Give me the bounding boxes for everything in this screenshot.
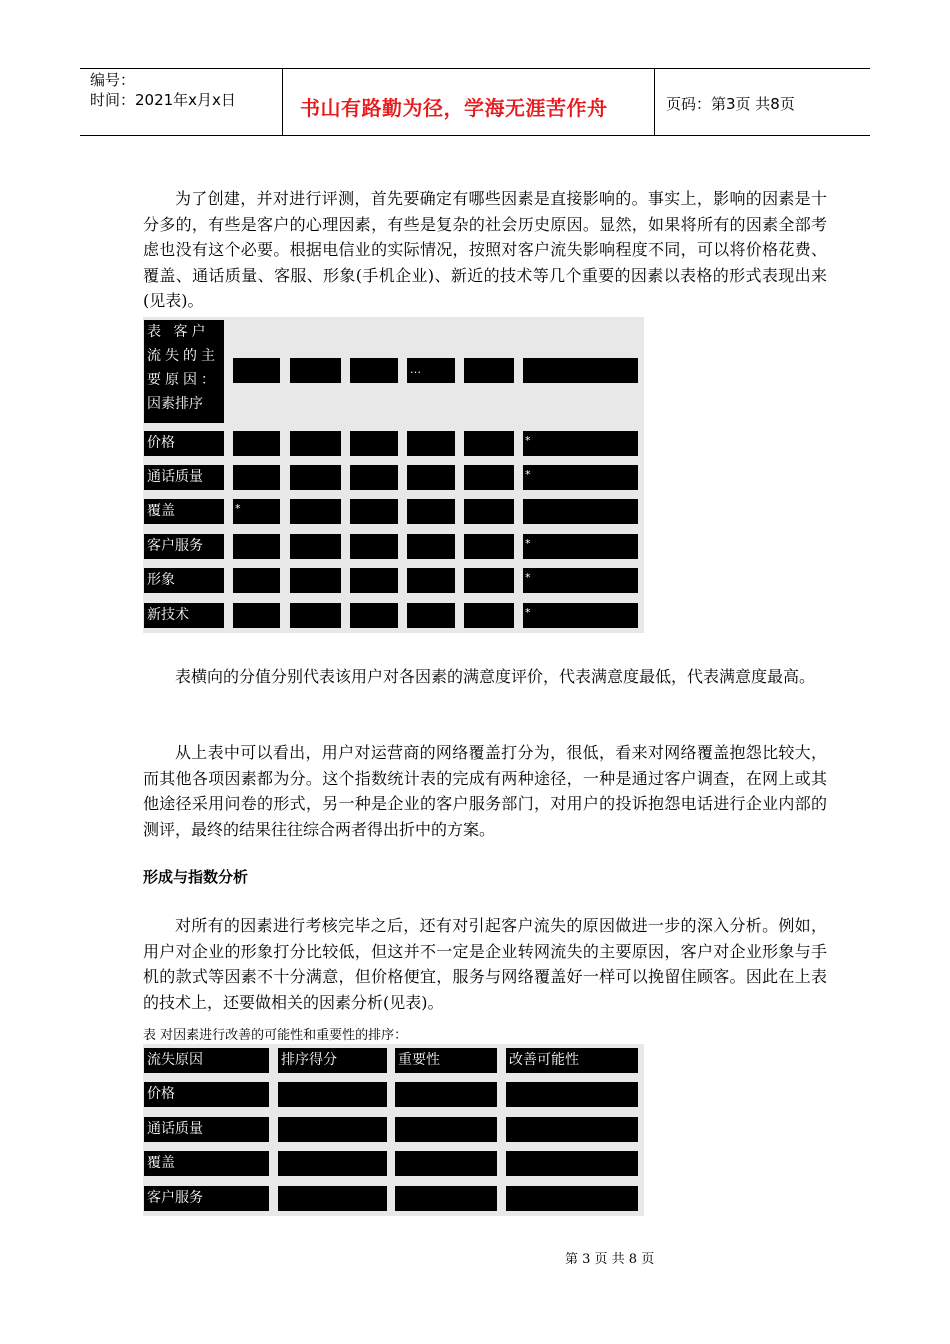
header-bottom-rule [80, 135, 870, 136]
table1-corner-subtitle: 因素排序 [147, 396, 203, 412]
table1-cell [350, 534, 398, 559]
table1-cell [407, 603, 455, 628]
doc-date: 时间：2021年x月x日 [90, 91, 236, 109]
table1-cell [464, 499, 514, 524]
table2-header-cell: 排序得分 [278, 1048, 387, 1073]
header-divider-right [654, 68, 655, 136]
table1-header-cell [233, 358, 280, 383]
paragraph-score-explanation: 表横向的分值分别代表该用户对各因素的满意度评价，代表满意度最低，代表满意度最高。 [175, 667, 816, 686]
improvement-priority-table [143, 1044, 644, 1216]
table1-mark-cell: * [523, 465, 638, 490]
table1-cell [290, 534, 341, 559]
table1-cell [233, 534, 280, 559]
table2-header-cell: 流失原因 [144, 1048, 269, 1073]
table1-cell [233, 603, 280, 628]
table1-cell [350, 568, 398, 593]
header-divider-left [282, 68, 283, 136]
table1-mark-cell: * [523, 603, 638, 628]
table1-corner-title: 表 客户流失的主要原因： [147, 324, 219, 388]
table2-cell [278, 1151, 387, 1176]
table1-header-cell [464, 358, 514, 383]
table1-cell [464, 603, 514, 628]
table2-cell [506, 1186, 638, 1211]
table1-cell [350, 465, 398, 490]
table1-cell [290, 465, 341, 490]
factor-ranking-table [143, 317, 644, 633]
table1-mark-cell: * [233, 499, 280, 524]
table1-cell [407, 465, 455, 490]
table2-row-label: 通话质量 [144, 1117, 269, 1142]
table2-cell [506, 1151, 638, 1176]
table1-cell [350, 603, 398, 628]
table1-mark-cell: * [523, 568, 638, 593]
doc-number: 编号： [90, 71, 136, 89]
table1-mark-cell: * [523, 431, 638, 456]
table1-ellipsis: … [410, 363, 421, 376]
table1-cell [464, 568, 514, 593]
table2-row-label: 价格 [144, 1082, 269, 1107]
table1-cell [290, 603, 341, 628]
table1-row-label: 形象 [144, 568, 224, 593]
table1-row-label: 通话质量 [144, 465, 224, 490]
table1-row-label: 客户服务 [144, 534, 224, 559]
table1-cell [233, 568, 280, 593]
table2-cell [278, 1082, 387, 1107]
table1-cell [464, 431, 514, 456]
header-meta [90, 70, 236, 110]
table1-cell [233, 431, 280, 456]
table1-row-label: 覆盖 [144, 499, 224, 524]
table2-cell [395, 1117, 497, 1142]
paragraph-factor-analysis: 对所有的因素进行考核完毕之后，还有对引起客户流失的原因做进一步的深入分析。例如，用户对企业的形象打分比较低，但这并不一定是企业转网流失的主要原因，客户对企业形象与手机的款式等因素不十分满意，但价格便宜，服务与网络覆盖好一样可以挽留住顾客。因此在上表的技术上，还要做相关的因素分析(见表)。 [143, 916, 827, 1012]
header-top-rule [80, 68, 870, 69]
table2-cell [395, 1082, 497, 1107]
table2-cell [395, 1151, 497, 1176]
table2-header-cell: 改善可能性 [506, 1048, 638, 1073]
table2-row-label: 覆盖 [144, 1151, 269, 1176]
table1-row-label: 价格 [144, 431, 224, 456]
table1-cell [233, 465, 280, 490]
page-footer: 第 3 页 共 8 页 [565, 1252, 655, 1267]
table1-row-label: 新技术 [144, 603, 224, 628]
table1-cell [350, 431, 398, 456]
table1-cell [290, 499, 341, 524]
section-heading: 形成与指数分析 [143, 868, 249, 886]
table1-cell [407, 568, 455, 593]
table1-corner-cell [144, 320, 224, 423]
table1-mark-cell: * [523, 534, 638, 559]
table1-cell [407, 431, 455, 456]
table1-cell [407, 534, 455, 559]
table1-cell [523, 499, 638, 524]
header-page-number: 页码：第3页 共8页 [666, 95, 795, 113]
table1-header-cell [350, 358, 398, 383]
table1-cell [464, 534, 514, 559]
table2-header-cell: 重要性 [395, 1048, 497, 1073]
header-motto: 书山有路勤为径，学海无涯苦作舟 [300, 96, 608, 120]
paragraph-analysis: 从上表中可以看出，用户对运营商的网络覆盖打分为，很低，看来对网络覆盖抱怨比较大，而其他各项因素都为分。这个指数统计表的完成有两种途径，一种是通过客户调查，在网上或其他途径采用问卷的形式，另一种是企业的客户服务部门，对用户的投诉抱怨电话进行企业内部的测评，最终的结果往往综合两者得出折中的方案。 [143, 743, 827, 839]
table1-header-cell [523, 358, 638, 383]
table1-header-cell [290, 358, 341, 383]
table2-row-label: 客户服务 [144, 1186, 269, 1211]
table2-cell [395, 1186, 497, 1211]
table2-cell [278, 1186, 387, 1211]
paragraph-intro: 为了创建，并对进行评测，首先要确定有哪些因素是直接影响的。事实上，影响的因素是十分多的，有些是客户的心理因素，有些是复杂的社会历史原因。显然，如果将所有的因素全部考虑也没有这个必要。根据电信业的实际情况，按照对客户流失影响程度不同，可以将价格花费、覆盖、通话质量、客服、形象(手机企业)、新近的技术等几个重要的因素以表格的形式表现出来(见表)。 [143, 189, 827, 311]
table1-cell [464, 465, 514, 490]
table1-cell [290, 431, 341, 456]
table2-cell [506, 1082, 638, 1107]
table2-cell [506, 1117, 638, 1142]
table1-cell [350, 499, 398, 524]
table2-caption: 表 对因素进行改善的可能性和重要性的排序： [143, 1028, 408, 1043]
table1-cell [407, 499, 455, 524]
table2-cell [278, 1117, 387, 1142]
table1-cell [290, 568, 341, 593]
table1-header-cell [407, 358, 455, 383]
